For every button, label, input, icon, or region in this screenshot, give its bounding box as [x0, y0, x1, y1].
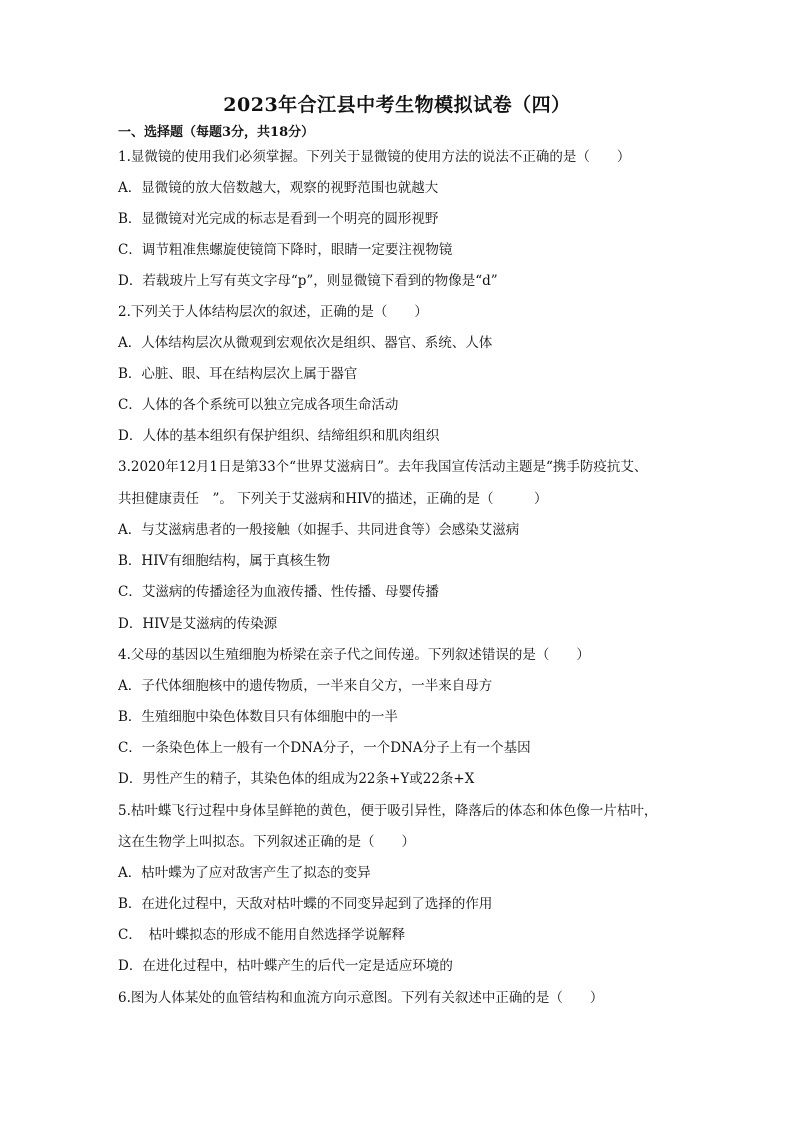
question-3-option-c: C．艾滋病的传播途径为血液传播、性传播、母婴传播 — [118, 584, 439, 600]
question-2-stem: 2.下列关于人体结构层次的叙述，正确的是（ ） — [118, 304, 428, 320]
question-5-stem: 5.枯叶蝶飞行过程中身体呈鲜艳的黄色，便于吸引异性，降落后的体态和体色像一片枯叶， — [118, 803, 658, 819]
question-5-option-c: C． 枯叶蝶拟态的形成不能用自然选择学说解释 — [118, 927, 406, 943]
question-5-stem-cont: 这在生物学上叫拟态。下列叙述正确的是（ ） — [118, 834, 415, 850]
question-4-stem: 4.父母的基因以生殖细胞为桥梁在亲子代之间传递。下列叙述错误的是（ ） — [118, 647, 590, 663]
question-2-option-d: D．人体的基本组织有保护组织、结缔组织和肌肉组织 — [118, 428, 440, 444]
question-4-option-d: D．男性产生的精子，其染色体的组成为22条+Y或22条+X — [118, 771, 475, 787]
question-3-option-d: D．HIV是艾滋病的传染源 — [118, 616, 278, 632]
question-1-option-a: A．显微镜的放大倍数越大，观察的视野范围也就越大 — [118, 180, 439, 196]
section-heading: 一、选择题（每题3分，共18分） — [118, 125, 315, 140]
question-2-option-a: A．人体结构层次从微观到宏观依次是组织、器官、系统、人体 — [118, 335, 493, 351]
question-1-option-d: D．若载玻片上写有英文字母“p”，则显微镜下看到的物像是“d” — [118, 273, 498, 289]
question-3-option-b: B．HIV有细胞结构，属于真核生物 — [118, 553, 331, 569]
question-3-stem: 3.2020年12月1日是第33个“世界艾滋病日”。去年我国宣传活动主题是“携手防疫抗艾、 — [118, 459, 648, 475]
question-3-option-a: A．与艾滋病患者的一般接触（如握手、共同进食等）会感染艾滋病 — [118, 522, 520, 538]
question-2-option-b: B．心脏、眼、耳在结构层次上属于器官 — [118, 366, 358, 382]
question-3-stem-cont: 共担健康责任 ”。 下列关于艾滋病和HIV的描述，正确的是（ ） — [118, 491, 548, 507]
question-1-option-c: C．调节粗准焦螺旋使镜筒下降时，眼睛一定要注视物镜 — [118, 242, 453, 258]
question-2-option-c: C．人体的各个系统可以独立完成各项生命活动 — [118, 397, 399, 413]
question-1-option-b: B．显微镜对光完成的标志是看到一个明亮的圆形视野 — [118, 211, 439, 227]
question-6-stem: 6.图为人体某处的血管结构和血流方向示意图。下列有关叙述中正确的是（ ） — [118, 990, 604, 1006]
question-5-option-d: D．在进化过程中，枯叶蝶产生的后代一定是适应环境的 — [118, 958, 453, 974]
question-5-option-b: B．在进化过程中，天敌对枯叶蝶的不同变异起到了选择的作用 — [118, 896, 493, 912]
question-5-option-a: A．枯叶蝶为了应对敌害产生了拟态的变异 — [118, 865, 371, 881]
question-1-stem: 1.显微镜的使用我们必须掌握。下列关于显微镜的使用方法的说法不正确的是（ ） — [118, 149, 631, 165]
question-4-option-b: B．生殖细胞中染色体数目只有体细胞中的一半 — [118, 709, 398, 725]
page-title: 2023年合江县中考生物模拟试卷（四） — [223, 94, 571, 116]
question-4-option-c: C．一条染色体上一般有一个DNA分子，一个DNA分子上有一个基因 — [118, 740, 531, 756]
question-4-option-a: A．子代体细胞核中的遗传物质，一半来自父方，一半来自母方 — [118, 678, 493, 694]
